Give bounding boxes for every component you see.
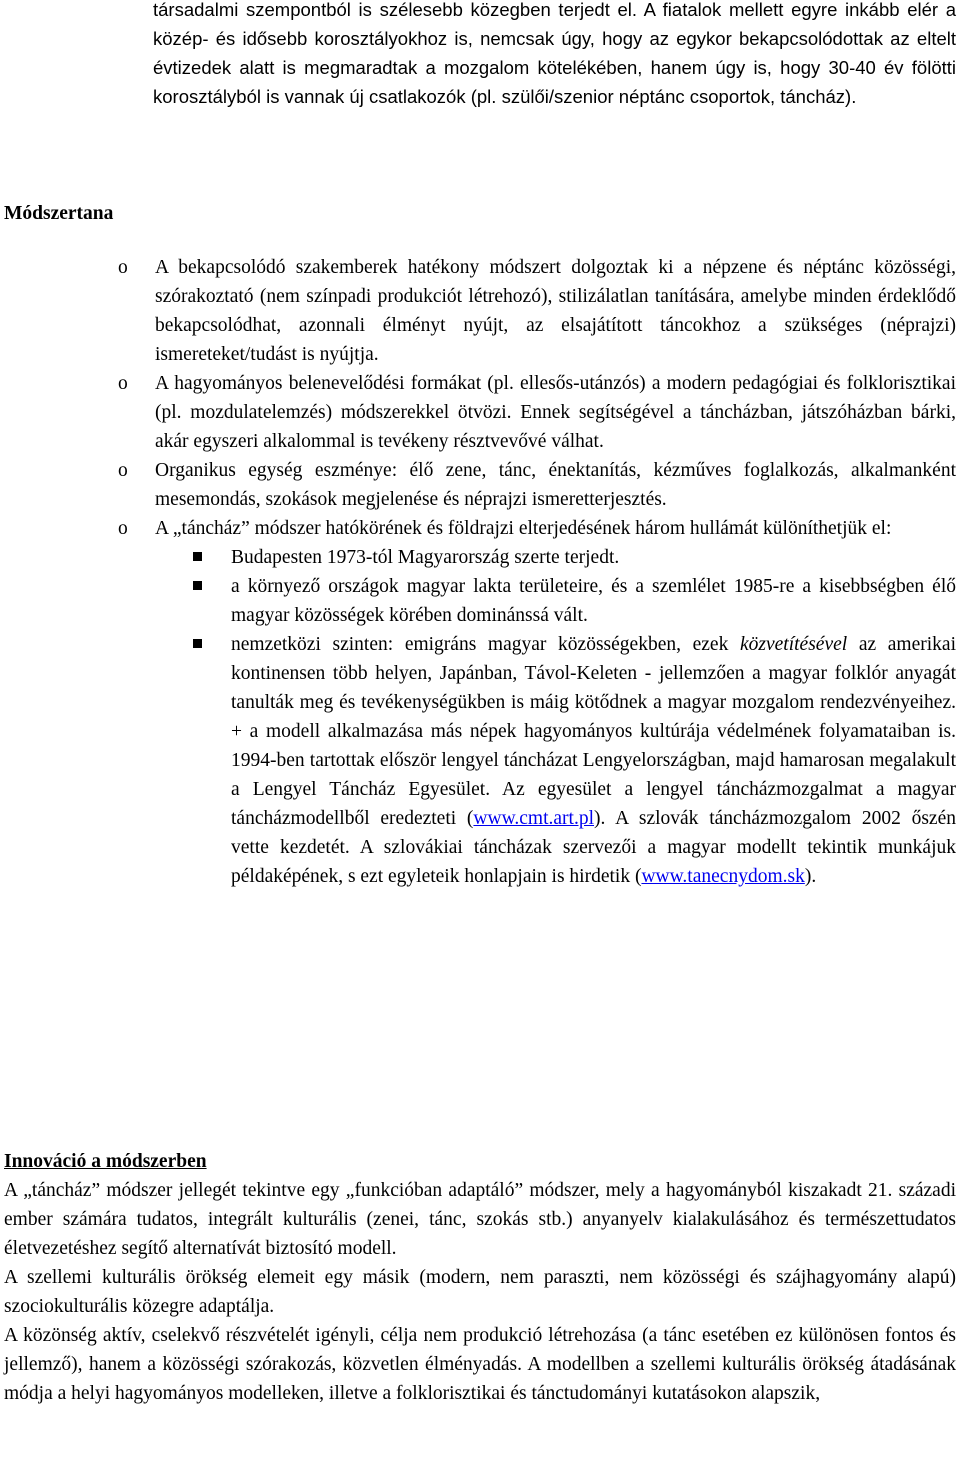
innovation-paragraph-3: A közönség aktív, cselekvő részvételét igényli, célja nem produkció létrehozása (a tánc esetében ez különösen fontos és jellemző), hanem a közösségi szórakozás, közvetlen élményadás. A modellben a szellemi kulturális örökség átadásának módja a helyi hagyományos modelleken, illetve a folklorisztikai és tánctudományi kutatásokon alapszik,: [4, 1325, 956, 1404]
section-title-innovacio: Innováció a módszerben: [4, 1151, 207, 1172]
method-item-text: A bekapcsolódó szakemberek hatékony módszert dolgoztak ki a népzene és néptánc közösségi, szórakoztató (nem színpadi produkciót létrehozó), stilizálatlan tanítására, amelybe minden érdeklődő bekapcsolódhat, azonnali élményt nyújt, az elsajátított táncokhoz a szükséges (néprajzi) ismereteket/tudást is nyújtja.: [155, 257, 956, 365]
circle-bullet-icon: o: [118, 518, 128, 539]
wave-list: [155, 543, 956, 891]
wave-text-segment: nemzetközi szinten: emigráns magyar közösségekben, ezek: [231, 634, 740, 655]
wave-item-text: Budapesten 1973-tól Magyarország szerte terjedt.: [231, 547, 620, 568]
wave-item-text: a környező országok magyar lakta területeire, és a szemlélet 1985-re a kisebbségben élő magyar közösségek körében dominánssá vált.: [231, 576, 956, 626]
method-item-text: Organikus egység eszménye: élő zene, tánc, énektanítás, kézműves foglalkozás, alkalmanként mesemondás, szokások megjelenése és néprajzi ismeretterjesztés.: [155, 460, 956, 510]
method-item-2: [118, 369, 956, 456]
section-title-modszertana: Módszertana: [4, 203, 114, 224]
wave-text-segment: az amerikai kontinensen több helyen, Japánban, Távol-Keleten - jellemzően a magyar folklór anyagát tanulták meg és tevékenységükben is máig kötődnek a magyar mozgalom rendezvényeihez. + a modell alkalmazása más népek hagyományos kultúrája védelmének folyamataiban is. 1994-ben tartottak először lengyel táncházat Lengyelországban, majd hamarosan megalakult a Lengyel Táncház Egyesület. Az egyesület a lengyel táncházmozgalmat a magyar táncházmodellből eredezteti (: [231, 634, 956, 829]
method-item-text: A hagyományos belenevelődési formákat (pl. ellesős-utánzós) a modern pedagógiai és folklorisztikai (pl. mozdulatelemzés) módszerekkel ötvözi. Ennek segítségével a táncházban, játszóházban bárki, akár egyszeri alkalommal is tevékeny résztvevővé válhat.: [155, 373, 956, 452]
square-bullet-icon: [193, 581, 202, 590]
method-item-4: [118, 514, 956, 891]
method-item-text: A „táncház” módszer hatókörének és földrajzi elterjedésének három hullámát különíthetjük el:: [155, 518, 892, 539]
wave-item-1: [193, 543, 956, 572]
wave-text-segment: ).: [804, 866, 817, 887]
square-bullet-icon: [193, 639, 202, 648]
wave-item-text: [231, 630, 956, 891]
square-bullet-icon: [193, 552, 202, 561]
innovation-paragraph-1: A „táncház” módszer jellegét tekintve egy „funkcióban adaptáló” módszer, mely a hagyományból kiszakadt 21. századi ember számára tudatos, integrált kulturális (zenei, tánc, szokás stb.) anyanyelv kialakulásához és természettudatos életvezetéshez segítő alternatívát biztosító modell.: [4, 1180, 956, 1259]
circle-bullet-icon: o: [118, 373, 128, 394]
circle-bullet-icon: o: [118, 460, 128, 481]
innovation-paragraph-2: A szellemi kulturális örökség elemeit egy másik (modern, nem paraszti, nem közösségi és szájhagyomány alapú) szociokulturális közegre adaptálja.: [4, 1267, 956, 1317]
method-list: [118, 253, 956, 891]
link-cmt-art-pl[interactable]: www.cmt.art.pl: [473, 808, 595, 829]
emphasis-text: közvetítésével: [739, 634, 848, 655]
innovation-section: [4, 1147, 956, 1408]
wave-item-2: [193, 572, 956, 630]
link-tanecnydom-sk[interactable]: www.tanecnydom.sk: [641, 866, 805, 887]
method-item-1: [118, 253, 956, 369]
circle-bullet-icon: o: [118, 257, 128, 278]
wave-item-3: [193, 630, 956, 891]
method-item-3: [118, 456, 956, 514]
intro-paragraph: társadalmi szempontból is szélesebb közegben terjedt el. A fiatalok mellett egyre inkább elér a közép- és idősebb korosztályokhoz is, nemcsak úgy, hogy az egykor bekapcsolódottak az eltelt évtizedek alatt is megmaradtak a mozgalom kötelékében, hanem úgy is, hogy 30-40 év fölötti korosztályból is vannak új csatlakozók (pl. szülői/szenior néptánc csoportok, táncház).: [153, 0, 956, 107]
wave-text-segment: ). A szlovák táncházmozgalom 2002 őszén vette kezdetét. A szlovákiai táncházak szervezői a magyar modellt tekintik munkájuk példaképének, s ezt egyleteik honlapjain is hirdetik (: [231, 808, 956, 887]
